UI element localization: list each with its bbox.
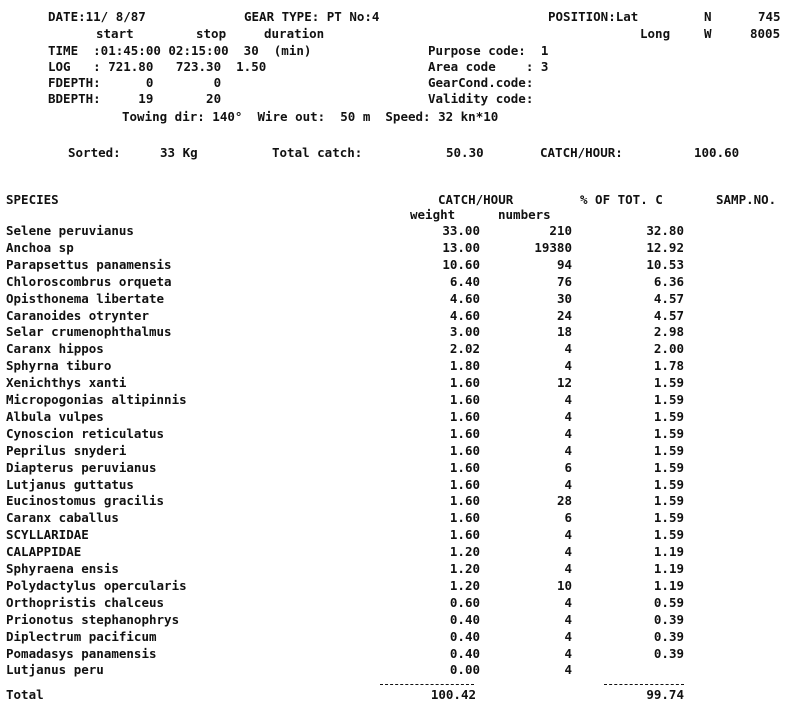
catch-numbers: 210 (549, 223, 572, 238)
species-name: Sphyrna tiburo (6, 358, 112, 373)
numbers-header: numbers (498, 207, 551, 222)
pct-total-header: % OF TOT. C (580, 192, 663, 207)
catch-weight: 10.60 (442, 257, 480, 272)
pct-of-total: 4.57 (653, 291, 684, 306)
towing-row: Towing dir: 140° Wire out: 50 m Speed: 32 kn*10 (122, 109, 499, 124)
catch-weight: 1.60 (449, 527, 480, 542)
species-name: Albula vulpes (6, 409, 104, 424)
catch-weight: 0.60 (449, 595, 480, 610)
species-name: Pomadasys panamensis (6, 646, 157, 661)
species-name: Selar crumenophthalmus (6, 324, 172, 339)
species-name: Sphyraena ensis (6, 561, 119, 576)
pct-of-total: 6.36 (653, 274, 684, 289)
catch-weight: 1.60 (449, 375, 480, 390)
total-pct: 99.74 (646, 687, 684, 702)
species-header: SPECIES (6, 192, 59, 207)
species-name: Peprilus snyderi (6, 443, 127, 458)
catch-numbers: 94 (556, 257, 572, 272)
catch-numbers: 12 (556, 375, 572, 390)
species-name: Selene peruvianus (6, 223, 134, 238)
catch-weight: 0.00 (449, 662, 480, 677)
species-name: Polydactylus opercularis (6, 578, 187, 593)
species-name: Chloroscombrus orqueta (6, 274, 172, 289)
pct-of-total: 1.78 (653, 358, 684, 373)
catch-numbers: 6 (564, 460, 572, 475)
catch-numbers: 4 (564, 544, 572, 559)
species-name: Cynoscion reticulatus (6, 426, 165, 441)
catch-weight: 1.60 (449, 493, 480, 508)
catch-numbers: 4 (564, 595, 572, 610)
pct-of-total: 1.59 (653, 392, 684, 407)
catch-weight: 4.60 (449, 291, 480, 306)
catch-weight: 0.40 (449, 646, 480, 661)
catch-weight: 1.60 (449, 477, 480, 492)
pct-of-total: 10.53 (646, 257, 684, 272)
pct-of-total: 0.39 (653, 612, 684, 627)
col-stop: stop (196, 26, 227, 41)
col-duration: duration (264, 26, 325, 41)
pct-of-total: 1.59 (653, 510, 684, 525)
long-label: Long (640, 26, 671, 41)
long-hemisphere: W (704, 26, 712, 41)
species-name: Lutjanus guttatus (6, 477, 134, 492)
species-name: Caranx hippos (6, 341, 104, 356)
catch-weight: 3.00 (449, 324, 480, 339)
pct-of-total: 1.59 (653, 409, 684, 424)
pct-of-total: 1.19 (653, 578, 684, 593)
catch-weight: 1.20 (449, 544, 480, 559)
pct-of-total: 12.92 (646, 240, 684, 255)
weight-total-rule (380, 684, 474, 685)
catch-weight: 1.20 (449, 578, 480, 593)
catch-numbers: 10 (556, 578, 572, 593)
catch-weight: 4.60 (449, 308, 480, 323)
pct-of-total: 0.59 (653, 595, 684, 610)
species-name: Prionotus stephanophrys (6, 612, 180, 627)
purpose-row: Purpose code: 1 (428, 43, 549, 58)
species-name: Caranx caballus (6, 510, 119, 525)
pct-of-total: 1.59 (653, 443, 684, 458)
catch-weight: 1.80 (449, 358, 480, 373)
catch-numbers: 4 (564, 341, 572, 356)
pct-of-total: 0.39 (653, 646, 684, 661)
catch-numbers: 28 (556, 493, 572, 508)
species-name: Lutjanus peru (6, 662, 104, 677)
catch-numbers: 4 (564, 477, 572, 492)
pct-of-total: 1.59 (653, 426, 684, 441)
time-row: TIME :01:45:00 02:15:00 30 (min) (48, 43, 312, 58)
catch-numbers: 4 (564, 358, 572, 373)
area-row: Area code : 3 (428, 59, 549, 74)
total-weight: 100.42 (430, 687, 476, 702)
catch-numbers: 4 (564, 646, 572, 661)
sorted-label: Sorted: (68, 145, 121, 160)
total-catch-value: 50.30 (446, 145, 484, 160)
pct-of-total: 1.59 (653, 375, 684, 390)
species-name: Anchoa sp (6, 240, 74, 255)
catch-weight: 1.20 (449, 561, 480, 576)
species-name: Caranoides otrynter (6, 308, 149, 323)
samp-no-header: SAMP.NO. (716, 192, 777, 207)
date-label: DATE:11/ 8/87 (48, 9, 146, 24)
catch-numbers: 24 (556, 308, 572, 323)
species-name: Opisthonema libertate (6, 291, 165, 306)
catch-weight: 6.40 (449, 274, 480, 289)
catch-weight: 1.60 (449, 460, 480, 475)
species-name: Eucinostomus gracilis (6, 493, 165, 508)
pct-of-total: 4.57 (653, 308, 684, 323)
long-value: 8005 (750, 26, 781, 41)
catch-weight: 0.40 (449, 629, 480, 644)
pct-total-rule (604, 684, 684, 685)
position-label: POSITION:Lat (548, 9, 639, 24)
catch-weight: 0.40 (449, 612, 480, 627)
catch-numbers: 4 (564, 409, 572, 424)
species-name: SCYLLARIDAE (6, 527, 89, 542)
catch-weight: 1.60 (449, 426, 480, 441)
species-name: Orthopristis chalceus (6, 595, 165, 610)
pct-of-total: 32.80 (646, 223, 684, 238)
catch-numbers: 30 (556, 291, 572, 306)
catch-numbers: 4 (564, 629, 572, 644)
catch-numbers: 4 (564, 443, 572, 458)
catch-hour-header: CATCH/HOUR (438, 192, 514, 207)
pct-of-total: 1.19 (653, 561, 684, 576)
species-name: Micropogonias altipinnis (6, 392, 187, 407)
catch-weight: 1.60 (449, 409, 480, 424)
gearcond-row: GearCond.code: (428, 75, 534, 90)
total-label: Total (6, 687, 44, 702)
catch-hour-value: 100.60 (694, 145, 740, 160)
catch-numbers: 4 (564, 612, 572, 627)
pct-of-total: 1.59 (653, 493, 684, 508)
catch-numbers: 6 (564, 510, 572, 525)
bdepth-row: BDEPTH: 19 20 (48, 91, 222, 106)
pct-of-total: 0.39 (653, 629, 684, 644)
col-start: start (96, 26, 134, 41)
sorted-value: 33 Kg (160, 145, 198, 160)
catch-weight: 1.60 (449, 392, 480, 407)
pct-of-total: 1.19 (653, 544, 684, 559)
species-name: Parapsettus panamensis (6, 257, 172, 272)
pct-of-total: 2.00 (653, 341, 684, 356)
catch-numbers: 4 (564, 392, 572, 407)
total-catch-label: Total catch: (272, 145, 363, 160)
catch-weight: 1.60 (449, 443, 480, 458)
pct-of-total: 2.98 (653, 324, 684, 339)
catch-numbers: 4 (564, 426, 572, 441)
catch-weight: 2.02 (449, 341, 480, 356)
catch-numbers: 76 (556, 274, 572, 289)
lat-hemisphere: N (704, 9, 712, 24)
catch-numbers: 18 (556, 324, 572, 339)
fdepth-row: FDEPTH: 0 0 (48, 75, 222, 90)
catch-numbers: 19380 (534, 240, 572, 255)
catch-numbers: 4 (564, 527, 572, 542)
species-name: Xenichthys xanti (6, 375, 127, 390)
pct-of-total: 1.59 (653, 477, 684, 492)
catch-numbers: 4 (564, 561, 572, 576)
catch-weight: 1.60 (449, 510, 480, 525)
validity-row: Validity code: (428, 91, 534, 106)
species-name: Diapterus peruvianus (6, 460, 157, 475)
gear-type: GEAR TYPE: PT No:4 (244, 9, 380, 24)
catch-weight: 13.00 (442, 240, 480, 255)
catch-weight: 33.00 (442, 223, 480, 238)
log-row: LOG : 721.80 723.30 1.50 (48, 59, 267, 74)
catch-hour-label: CATCH/HOUR: (540, 145, 623, 160)
catch-numbers: 4 (564, 662, 572, 677)
pct-of-total: 1.59 (653, 460, 684, 475)
pct-of-total: 1.59 (653, 527, 684, 542)
species-name: Diplectrum pacificum (6, 629, 157, 644)
lat-value: 745 (758, 9, 781, 24)
species-name: CALAPPIDAE (6, 544, 82, 559)
weight-header: weight (410, 207, 456, 222)
